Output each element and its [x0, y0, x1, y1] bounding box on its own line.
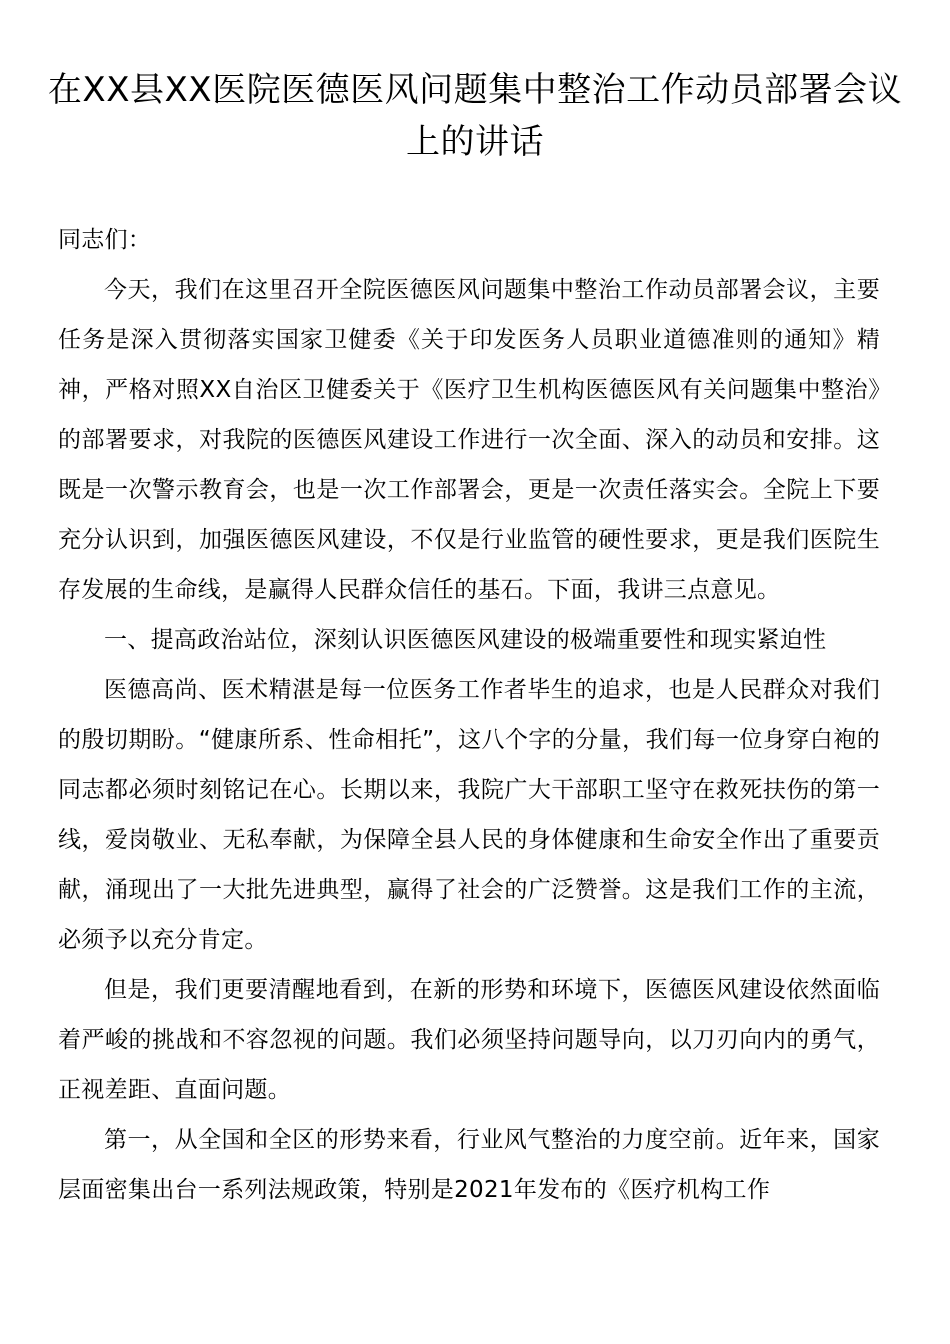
paragraph-intro: 今天，我们在这里召开全院医德医风问题集中整治工作动员部署会议，主要任务是深入贯彻落实国家卫健委《关于印发医务人员职业道德准则的通知》精神，严格对照XX自治区卫健委关于《医疗卫生机构医德医风有关问题集中整治》的部署要求，对我院的医德医风建设工作进行一次全面、深入的动员和安排。这既是一次警示教育会，也是一次工作部署会，更是一次责任落实会。全院上下要充分认识到，加强医德医风建设，不仅是行业监管的硬性要求，更是我们医院生存发展的生命线，是赢得人民群众信任的基石。下面，我讲三点意见。 [58, 277, 880, 603]
paragraph-body: 医德高尚、医术精湛是每一位医务工作者毕生的追求，也是人民群众对我们的殷切期盼。“健康所系、性命相托”，这八个字的分量，我们每一位身穿白袍的同志都必须时刻铭记在心。长期以来，我院广大干部职工坚守在救死扶伤的第一线，爱岗敬业、无私奉献，为保障全县人民的身体健康和生命安全作出了重要贡献，涌现出了一大批先进典型，赢得了社会的广泛赞誉。这是我们工作的主流，必须予以充分肯定。 [58, 677, 880, 953]
salutation: 同志们： [58, 227, 152, 253]
document-body [58, 215, 880, 1215]
section-heading-1: 一、提高政治站位，深刻认识医德医风建设的极端重要性和现实紧迫性 [104, 627, 827, 653]
paragraph-body: 但是，我们更要清醒地看到，在新的形势和环境下，医德医风建设依然面临着严峻的挑战和不容忽视的问题。我们必须坚持问题导向，以刀刃向内的勇气，正视差距、直面问题。 [58, 977, 880, 1103]
paragraph-body: 第一，从全国和全区的形势来看，行业风气整治的力度空前。近年来，国家层面密集出台一系列法规政策，特别是2021年发布的《医疗机构工作 [58, 1127, 880, 1203]
document-title: 在XX县XX医院医德医风问题集中整治工作动员部署会议上的讲话 [47, 70, 903, 162]
